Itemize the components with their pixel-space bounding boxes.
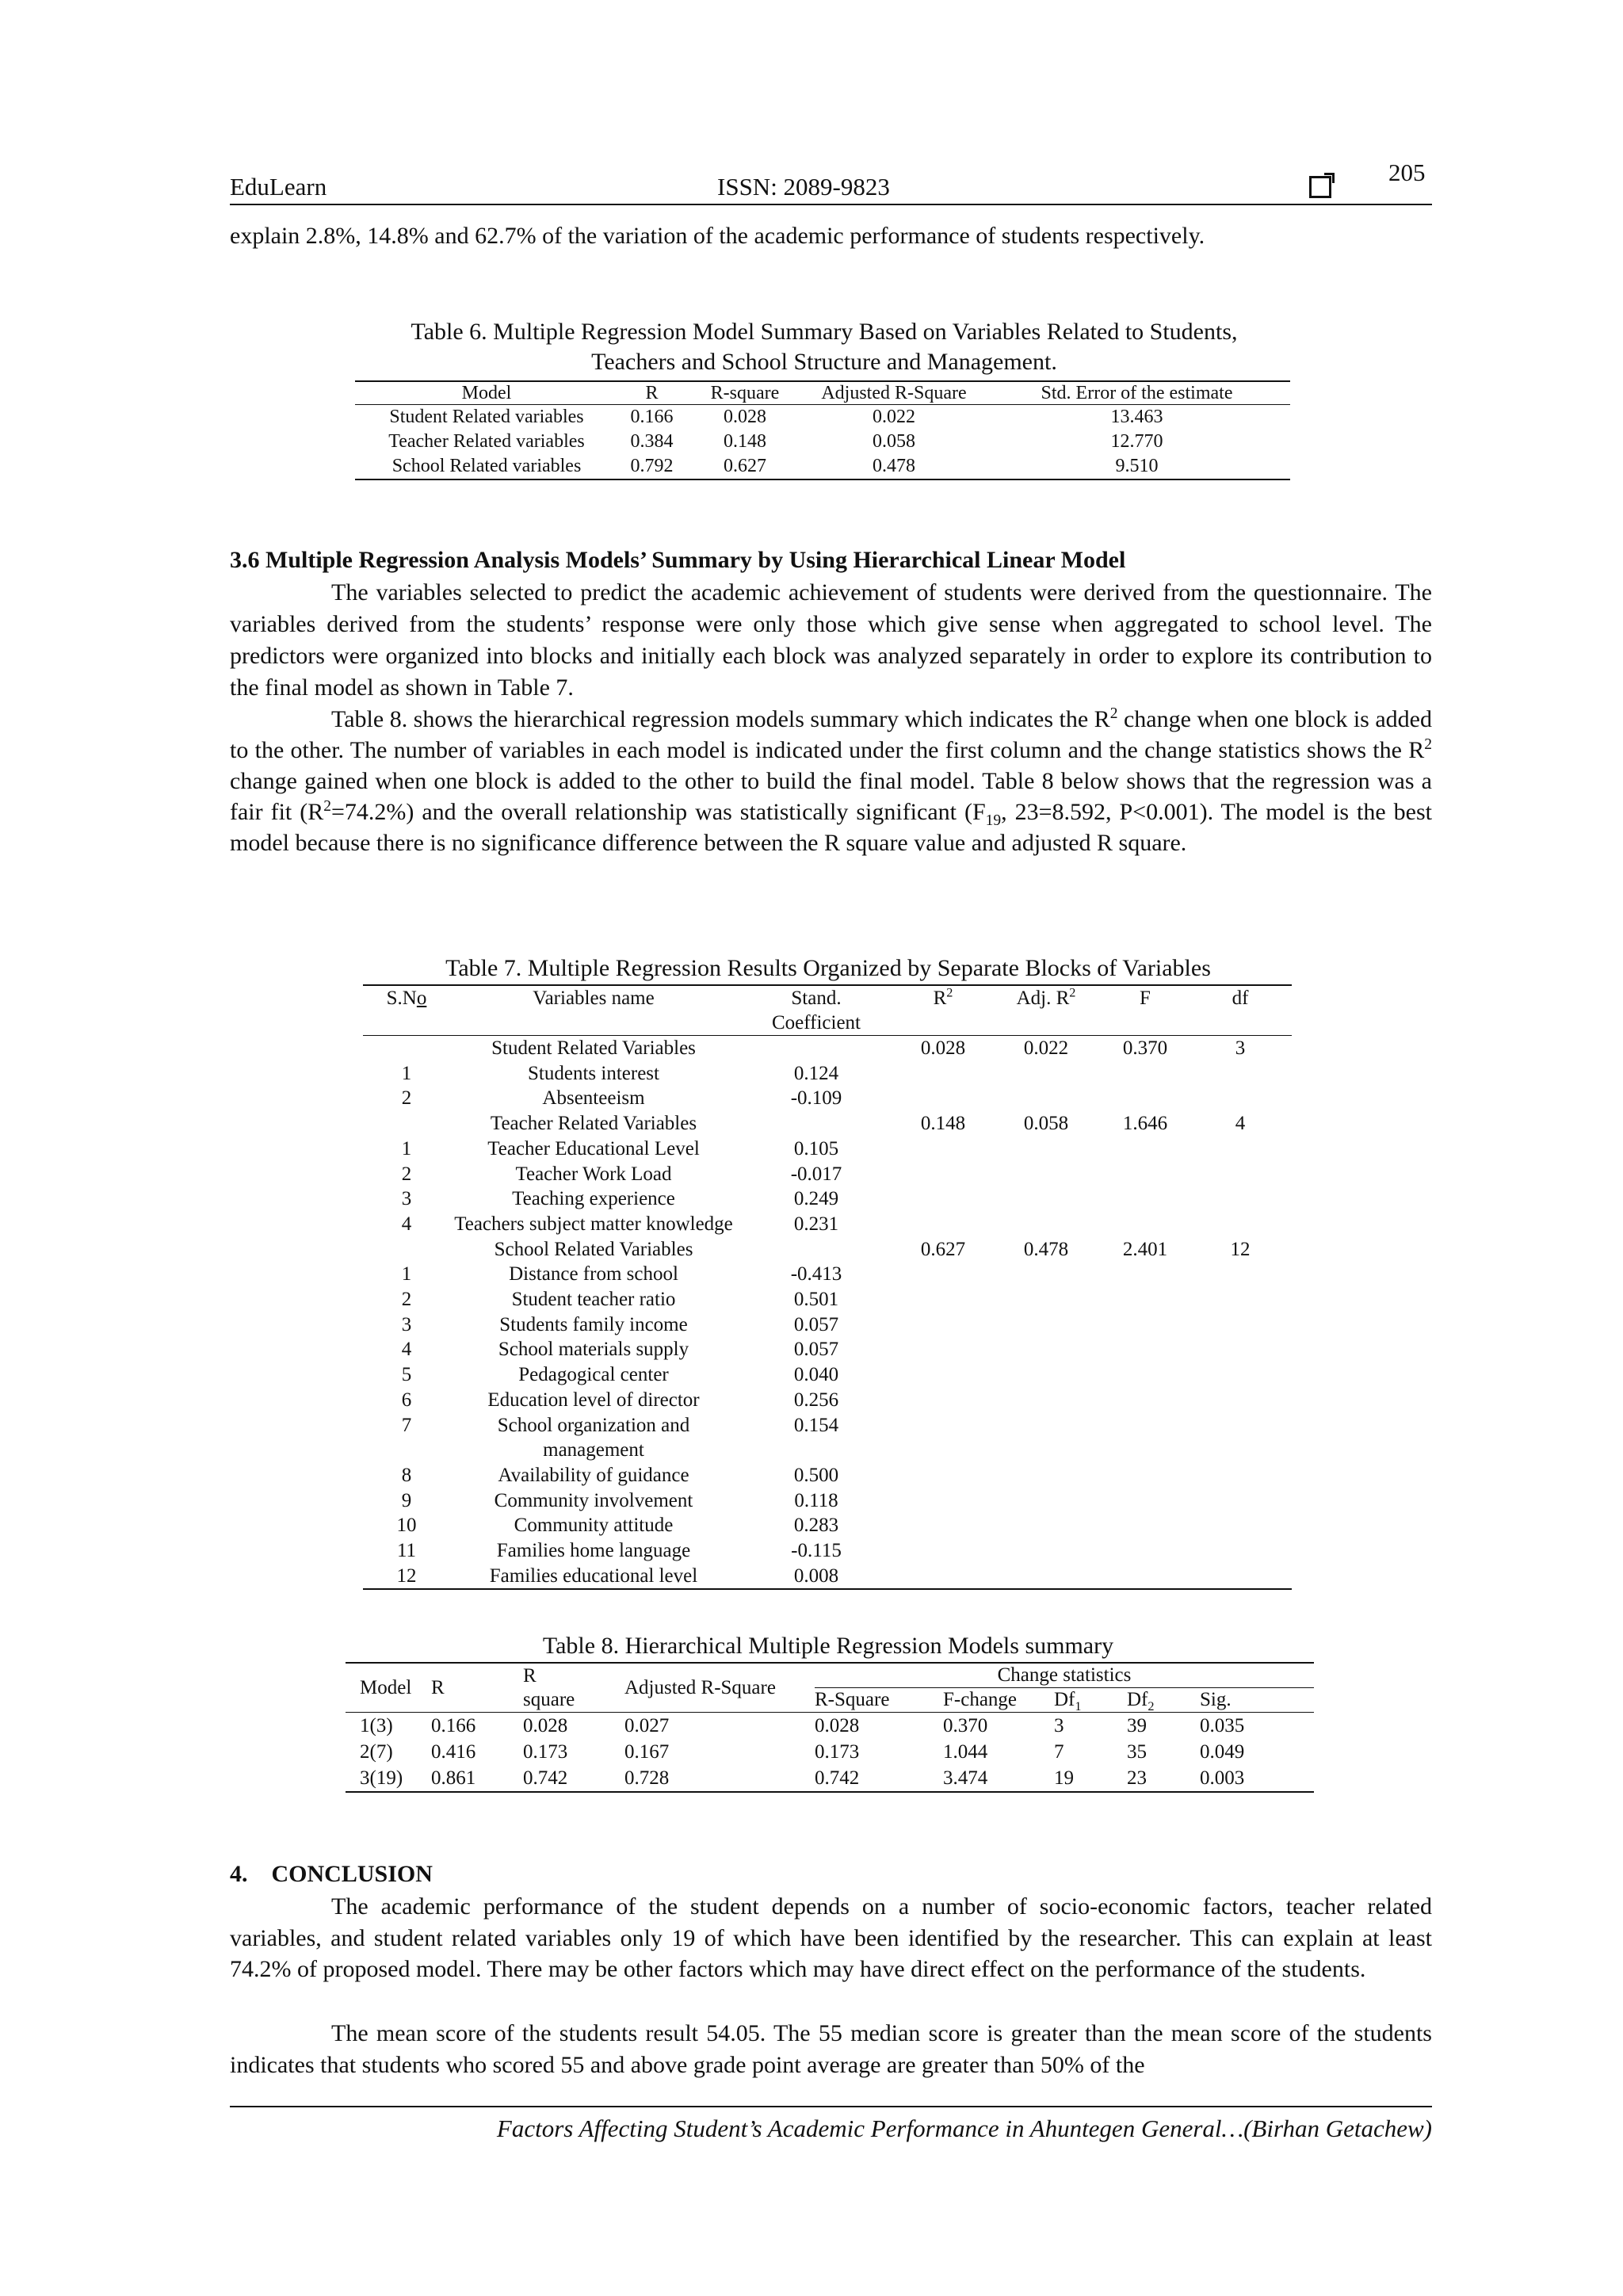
table-cell: 12.770 [1110, 431, 1163, 452]
table-cell: 0.500 [793, 1464, 839, 1486]
table8-header-rsquare-line2: square [523, 1688, 575, 1710]
table-cell: 0.728 [624, 1767, 670, 1789]
table-cell [991, 1337, 1102, 1362]
table-cell: 3 [401, 1188, 412, 1210]
df-label: Df [1054, 1689, 1075, 1710]
table-cell: Teacher Related Variables [490, 1113, 697, 1135]
table7-header-coefficient-line2: Coefficient [772, 1012, 861, 1033]
table-cell [737, 1036, 896, 1061]
table6-header-cell: Adjusted R-Square [804, 381, 983, 405]
table-cell: 0.154 [793, 1414, 839, 1436]
table-cell [1102, 1287, 1189, 1312]
table8-caption: Table 8. Hierarchical Multiple Regression Models summary [542, 1633, 1114, 1659]
table-cell [896, 1061, 991, 1087]
table-cell: Availability of guidance [498, 1464, 689, 1486]
table-cell: 0.022 [1023, 1037, 1069, 1059]
table-cell: 1(3) [360, 1715, 393, 1736]
table-cell: 3 [401, 1313, 412, 1335]
table-cell: 4 [401, 1213, 412, 1235]
table7-header-sno-label: S.No [386, 988, 427, 1009]
table-cell [896, 1086, 991, 1111]
table-cell: Teaching experience [512, 1188, 675, 1210]
table-cell: Distance from school [509, 1263, 678, 1286]
table-cell [1102, 1488, 1189, 1514]
running-header-issn: ISSN: 2089-9823 [717, 173, 890, 201]
table7-header-r2 [896, 985, 991, 1036]
para2-text: change gained when one block is added to the other to build the final model. Table 8 below shows that the regression was a fair fit (R [230, 768, 1432, 825]
table8-header-model: Model [360, 1676, 412, 1698]
table7 [363, 984, 1292, 1590]
table-cell: Community attitude [514, 1515, 674, 1537]
checkbox-icon [1309, 176, 1331, 198]
table-cell: 0.792 [630, 456, 674, 476]
para2-text: , 23=8.592, P<0.001). The model is the best model because there is no significance difference between the R square value and adjusted R square. [230, 799, 1432, 856]
running-header-journal: EduLearn [230, 173, 327, 201]
table-row [363, 1312, 1292, 1338]
table-cell: 0.742 [523, 1767, 568, 1789]
table-row [363, 1162, 1292, 1187]
conclusion-paragraph2: The mean score of the students result 54.05. The 55 median score is greater than the mean score of the students indicates that students who scored 55 and above grade point average are greater than 50% of the [230, 2020, 1432, 2078]
running-footer: Factors Affecting Student’s Academic Performance in Ahuntegen General…(Birhan Getachew) [496, 2115, 1432, 2142]
para2-text: Table 8. shows the hierarchical regression models summary which indicates the R [331, 706, 1110, 732]
table-cell: Teachers subject matter knowledge [454, 1213, 733, 1235]
table-cell: Teacher Work Load [515, 1163, 672, 1185]
table7-header-f: F [1102, 985, 1189, 1036]
table7-header-df: df [1189, 985, 1292, 1036]
table-cell [896, 1337, 991, 1362]
table-cell [1102, 1463, 1189, 1488]
table-cell: 35 [1127, 1741, 1147, 1763]
table-cell [1102, 1337, 1189, 1362]
table-cell [991, 1312, 1102, 1338]
table-cell: 0.627 [920, 1238, 966, 1260]
table7-header-r2-label: R [933, 988, 947, 1009]
table-cell: 3 [1235, 1037, 1246, 1059]
table-cell: School materials supply [498, 1339, 689, 1361]
table-cell: 2(7) [360, 1741, 393, 1763]
table-cell: 0.148 [724, 431, 766, 452]
table-cell [1102, 1061, 1189, 1087]
table8-subheader-fchange: F-change [943, 1689, 1018, 1710]
table6-header-cell: R-square [685, 381, 804, 405]
table-cell [363, 1036, 450, 1061]
superscript: 2 [1109, 705, 1118, 722]
table-cell: 0.384 [630, 431, 674, 452]
table-cell [737, 1237, 896, 1263]
table-cell [896, 1362, 991, 1388]
table8-header-rsquare-line1: R [523, 1664, 537, 1687]
table-cell: 6 [401, 1389, 412, 1411]
section36-paragraph2 [230, 704, 1432, 858]
table-cell [1102, 1262, 1189, 1287]
table-cell: 0.040 [793, 1364, 839, 1386]
table-cell [1102, 1413, 1189, 1463]
table-row [355, 405, 1290, 430]
table-cell [896, 1312, 991, 1338]
table6-header-cell: R [618, 381, 685, 405]
table-cell: 12 [1230, 1238, 1251, 1260]
table-cell [1189, 1513, 1292, 1538]
table-cell [896, 1488, 991, 1514]
intro-line: explain 2.8%, 14.8% and 62.7% of the variation of the academic performance of students respectively. [230, 223, 1205, 249]
table7-header-coefficient [737, 985, 896, 1036]
table-cell: School Related variables [391, 456, 582, 476]
table-cell [1189, 1413, 1292, 1463]
table-cell: 0.022 [873, 407, 915, 427]
table-cell [991, 1186, 1102, 1212]
table-cell: 7 [401, 1414, 412, 1436]
footer-rule [230, 2106, 1432, 2107]
table-row [363, 1362, 1292, 1388]
table-cell: 0.249 [793, 1188, 839, 1210]
table7-header-sno [363, 985, 450, 1036]
table-cell: Absenteeism [542, 1087, 645, 1110]
table-cell: 12 [396, 1564, 417, 1587]
table6-caption [333, 317, 1316, 377]
table-row [346, 1713, 1314, 1739]
table-cell: 10 [396, 1515, 417, 1537]
table-cell: 0.049 [1200, 1741, 1245, 1763]
table-cell [991, 1388, 1102, 1413]
table-cell: 0.283 [793, 1515, 839, 1537]
conclusion-heading-title: CONCLUSION [271, 1861, 433, 1887]
table-cell: 0.742 [815, 1767, 860, 1789]
table-cell: Community involvement [494, 1489, 693, 1511]
table-cell: 0.478 [873, 456, 915, 476]
superscript: 2 [323, 798, 331, 815]
table-cell: 0.105 [793, 1137, 839, 1159]
df-label: Df [1127, 1689, 1148, 1710]
table-row [363, 1488, 1292, 1514]
table-cell [1102, 1538, 1189, 1564]
table-cell: 0.028 [724, 407, 766, 427]
table8-subheader-df1 [1054, 1688, 1127, 1713]
table-cell: 0.148 [920, 1113, 966, 1135]
table-cell [896, 1186, 991, 1212]
table-cell: School organization and management [497, 1414, 690, 1461]
table-cell: 0.058 [873, 431, 915, 452]
table8 [346, 1662, 1314, 1793]
table-cell [991, 1212, 1102, 1237]
table8-header-rsquare [523, 1663, 624, 1713]
table-cell: 3 [1054, 1715, 1064, 1736]
table7-header-coefficient-line1: Stand. [791, 988, 842, 1009]
table-cell: 8 [401, 1464, 412, 1486]
table-cell [363, 1111, 450, 1137]
table-cell: 0.027 [624, 1715, 670, 1736]
table7-header-adj [991, 985, 1102, 1036]
table-row [355, 454, 1290, 479]
table-row [363, 1237, 1292, 1263]
table-cell: 13.463 [1110, 407, 1163, 427]
table8-subheader-rsquare: R-Square [815, 1689, 890, 1710]
table-cell: Student Related Variables [491, 1037, 696, 1059]
table-row [363, 1388, 1292, 1413]
table-cell [1189, 1564, 1292, 1590]
table-cell: Teacher Educational Level [487, 1137, 700, 1159]
table-row [363, 1061, 1292, 1087]
table-cell: 0.057 [793, 1313, 839, 1335]
table-cell: Families home language [496, 1540, 691, 1562]
table-cell: 0.028 [523, 1715, 568, 1736]
table-cell: Student teacher ratio [511, 1289, 676, 1311]
table-cell [991, 1413, 1102, 1463]
table-cell [1102, 1312, 1189, 1338]
table-cell: 4 [401, 1339, 412, 1361]
table-cell [1189, 1388, 1292, 1413]
table-cell: 9.510 [1115, 456, 1159, 476]
table-cell: 0.370 [1122, 1037, 1168, 1059]
table-row [363, 1463, 1292, 1488]
table-row [363, 1513, 1292, 1538]
table-cell: -0.017 [790, 1163, 842, 1185]
table-cell: 39 [1127, 1715, 1147, 1736]
table-cell: 0.370 [943, 1715, 988, 1736]
superscript: 2 [1069, 985, 1076, 1000]
table-cell: 2 [401, 1163, 412, 1185]
table7-header-adj-label: Adj. R [1016, 988, 1070, 1009]
table-cell [991, 1538, 1102, 1564]
table6-caption-line2: Teachers and School Structure and Management. [591, 349, 1057, 375]
table-row [363, 1262, 1292, 1287]
table-cell: 0.256 [793, 1389, 839, 1411]
table-cell: 1 [401, 1062, 412, 1084]
table-cell [1189, 1262, 1292, 1287]
table-cell [1189, 1287, 1292, 1312]
table-cell: -0.413 [790, 1263, 842, 1286]
table8-header-adjusted: Adjusted R-Square [624, 1676, 776, 1698]
subscript: 1 [1075, 1699, 1082, 1713]
table-cell [991, 1564, 1102, 1590]
table-cell [991, 1463, 1102, 1488]
table-cell [1102, 1513, 1189, 1538]
table-cell: 19 [1054, 1767, 1074, 1789]
table-cell [991, 1086, 1102, 1111]
table-cell: 1.044 [943, 1741, 988, 1763]
table-cell [1102, 1362, 1189, 1388]
table-cell [1102, 1137, 1189, 1162]
superscript: 2 [946, 985, 953, 1000]
table6-header-cell: Model [355, 381, 618, 405]
table-cell: 0.627 [724, 456, 766, 476]
subscript: 2 [1148, 1699, 1155, 1713]
table-cell [1189, 1538, 1292, 1564]
table-cell: Education level of director [487, 1389, 700, 1411]
table-cell: 0.124 [793, 1062, 839, 1084]
table-cell: Teacher Related variables [388, 431, 585, 452]
table-cell: 0.008 [793, 1564, 839, 1587]
table-cell [1189, 1137, 1292, 1162]
conclusion-paragraph1: The academic performance of the student depends on a number of socio-economic factors, teacher related variables, and student related variables only 19 of which have been identified by the researcher. This can explain at least 74.2% of proposed model. There may be other factors which may have direct effect on the performance of the students. [230, 1893, 1432, 1982]
table-cell: 0.057 [793, 1339, 839, 1361]
section-heading: 3.6 Multiple Regression Analysis Models’ Summary by Using Hierarchical Linear Model [230, 547, 1126, 573]
table-cell: 0.173 [523, 1741, 568, 1763]
table7-header-variables: Variables name [450, 985, 737, 1036]
table-cell: 0.118 [794, 1489, 838, 1511]
table-cell [1102, 1212, 1189, 1237]
superscript: 2 [1424, 736, 1432, 753]
table-cell: 1 [401, 1263, 412, 1286]
table-cell: 7 [1054, 1741, 1064, 1763]
subscript: 19 [985, 812, 1002, 829]
para2-text: =74.2%) and the overall relationship was statistically significant (F [330, 799, 986, 825]
table-cell [1189, 1212, 1292, 1237]
table-cell: Students family income [499, 1313, 688, 1335]
table-cell: 0.166 [431, 1715, 476, 1736]
table-cell [1102, 1162, 1189, 1187]
table7-caption: Table 7. Multiple Regression Results Organized by Separate Blocks of Variables [445, 955, 1211, 981]
table-cell [363, 1237, 450, 1263]
table-row [363, 1564, 1292, 1590]
conclusion-heading-number: 4. [230, 1861, 248, 1887]
table-cell [991, 1488, 1102, 1514]
table-cell: 2 [401, 1289, 412, 1311]
table-cell: Student Related variables [389, 407, 584, 427]
table-cell [896, 1463, 991, 1488]
table8-header-change-statistics: Change statistics [815, 1663, 1314, 1688]
table-cell [1189, 1463, 1292, 1488]
table-cell: 0.166 [630, 407, 674, 427]
table-cell: 0.028 [815, 1715, 860, 1736]
table-cell: 9 [401, 1489, 412, 1511]
table-cell: 11 [396, 1540, 417, 1562]
table8-subheader-sig: Sig. [1200, 1689, 1232, 1710]
table-cell: 0.003 [1200, 1767, 1245, 1789]
table-cell [896, 1564, 991, 1590]
para2-text: change when one block is added to the other. The number of variables in each model is indicated under the first column and the change statistics shows the R [230, 706, 1432, 763]
table-cell: 1.646 [1122, 1113, 1168, 1135]
table-cell: 0.173 [815, 1741, 860, 1763]
table-cell [896, 1137, 991, 1162]
table-cell [896, 1262, 991, 1287]
table6 [355, 380, 1290, 480]
table-cell: Pedagogical center [518, 1364, 669, 1386]
table-cell [991, 1262, 1102, 1287]
table-cell: 0.231 [793, 1213, 839, 1235]
table6-header-cell: Std. Error of the estimate [983, 381, 1290, 405]
table-row [363, 1111, 1292, 1137]
table-cell [1102, 1086, 1189, 1111]
table-cell [896, 1162, 991, 1187]
table-cell [991, 1287, 1102, 1312]
table-cell [1189, 1162, 1292, 1187]
table-cell: 0.167 [624, 1741, 670, 1763]
table-row [363, 1287, 1292, 1312]
table-cell [896, 1538, 991, 1564]
table-cell: 0.035 [1200, 1715, 1245, 1736]
table-cell: 0.501 [793, 1289, 839, 1311]
table-cell: 0.861 [431, 1767, 476, 1789]
table8-header-r: R [431, 1676, 445, 1698]
table-cell: 4 [1235, 1113, 1246, 1135]
table-cell: 5 [401, 1364, 412, 1386]
table-row [363, 1137, 1292, 1162]
table-cell [896, 1287, 991, 1312]
table-cell [1102, 1564, 1189, 1590]
table-cell [1102, 1388, 1189, 1413]
table-cell [991, 1137, 1102, 1162]
table-cell [1102, 1186, 1189, 1212]
conclusion-heading [230, 1861, 433, 1888]
table-cell [896, 1212, 991, 1237]
table-cell [991, 1513, 1102, 1538]
table-cell: 1 [401, 1137, 412, 1159]
table-cell: 23 [1127, 1767, 1147, 1789]
header-rule [230, 204, 1432, 205]
table-cell: School Related Variables [494, 1238, 693, 1260]
table-row [363, 1086, 1292, 1111]
table-row [346, 1739, 1314, 1765]
table8-subheader-df2 [1127, 1688, 1200, 1713]
table-row [363, 1036, 1292, 1061]
table-cell [1189, 1488, 1292, 1514]
table-cell: -0.109 [790, 1087, 842, 1110]
table-cell [991, 1061, 1102, 1087]
table-cell [896, 1413, 991, 1463]
table-row [363, 1337, 1292, 1362]
table-cell: 0.478 [1023, 1238, 1069, 1260]
table-cell [1189, 1362, 1292, 1388]
table-row [363, 1538, 1292, 1564]
section36-paragraph1: The variables selected to predict the academic achievement of students were derived from the questionnaire. The variables derived from the students’ response were only those which give sense when aggregated to school level. The predictors were organized into blocks and initially each block was analyzed separately in order to explore its contribution to the final model as shown in Table 7. [230, 579, 1432, 701]
table-cell [991, 1162, 1102, 1187]
table-cell: 2 [401, 1087, 412, 1110]
table6-caption-line1: Table 6. Multiple Regression Model Summary Based on Variables Related to Students, [411, 319, 1238, 345]
table-cell: -0.115 [791, 1540, 842, 1562]
page-number: 205 [1388, 159, 1426, 186]
table-cell: 0.058 [1023, 1113, 1069, 1135]
table-cell: 3(19) [360, 1767, 403, 1789]
table-row [363, 1212, 1292, 1237]
table-cell: Families educational level [489, 1564, 698, 1587]
table-cell [1189, 1061, 1292, 1087]
table-cell [896, 1513, 991, 1538]
table-cell: 2.401 [1122, 1238, 1168, 1260]
table-row [355, 430, 1290, 454]
table-cell [896, 1388, 991, 1413]
table-cell [1189, 1337, 1292, 1362]
table-cell: 3.474 [943, 1767, 988, 1789]
table-cell: Students interest [528, 1062, 659, 1084]
table-cell [737, 1111, 896, 1137]
table-cell [991, 1362, 1102, 1388]
table-cell: 0.416 [431, 1741, 476, 1763]
table-cell [1189, 1312, 1292, 1338]
table-row [346, 1765, 1314, 1792]
table-row [363, 1413, 1292, 1463]
table-row [363, 1186, 1292, 1212]
table-cell: 0.028 [920, 1037, 966, 1059]
table-cell [1189, 1186, 1292, 1212]
table-cell [1189, 1086, 1292, 1111]
